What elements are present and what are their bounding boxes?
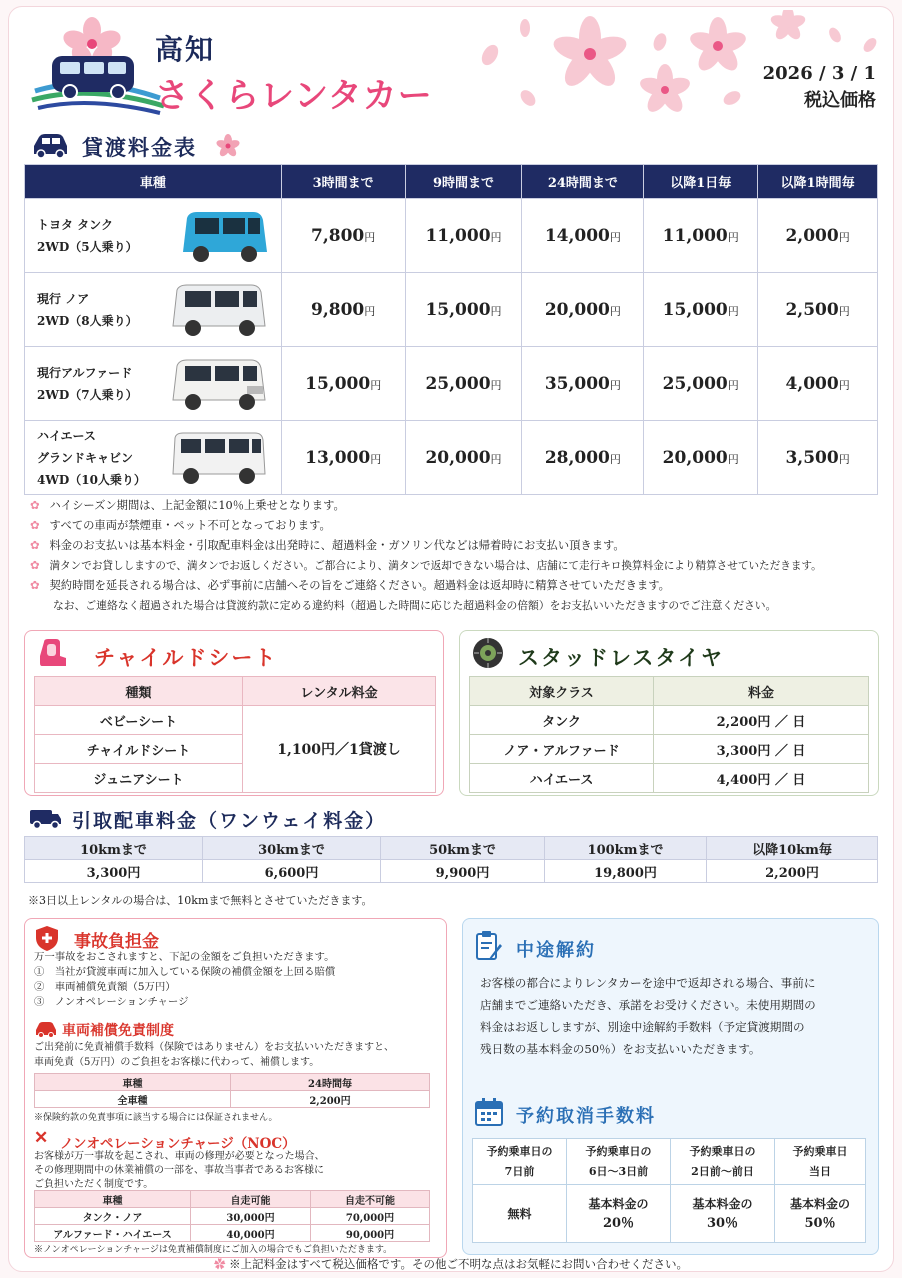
price-cell (281, 421, 405, 495)
note-text: すべての車両が禁煙車・ペット不可となっております。 (49, 519, 331, 532)
tire-price: 4,400円 ／ 日 (654, 764, 869, 793)
yen-unit: 円 (609, 304, 621, 318)
cdw-note: ※保険約款の免責事項に該当する場合には保証されません。 (34, 1113, 278, 1123)
sakura-icon (215, 133, 241, 159)
distance: 10kmまで (25, 837, 203, 860)
oneway-price: 6,600円 (203, 860, 381, 883)
fee-line: 無料 (507, 1206, 532, 1221)
noc-price: 70,000円 (311, 1208, 430, 1225)
vehicle-name: トヨタ タンク (37, 217, 113, 232)
cdw-line: ご出発前に免責補償手数料（保険ではありません）をお支払いいただきますと、 (34, 1042, 394, 1053)
noc-line: ご負担いただく制度です。 (34, 1179, 154, 1190)
noc-price: 40,000円 (191, 1225, 311, 1242)
vehicle-spec: 2WD（5人乗り） (37, 239, 138, 254)
period-cell (567, 1139, 671, 1185)
note-item (30, 496, 822, 516)
oneway-price: 9,900円 (381, 860, 545, 883)
price: 15,000 (425, 299, 491, 320)
yen-unit: 円 (370, 378, 382, 392)
note-item (30, 536, 822, 556)
sakura-bullet-icon: ✿ (30, 579, 40, 592)
cdw-title: 車両補償免責制度 (62, 1023, 174, 1039)
table-row (25, 421, 878, 495)
vehicle-name: 現行 ノア (37, 291, 90, 306)
cdw-text (34, 1040, 394, 1070)
rental-price-table (24, 164, 878, 495)
yen-unit: 円 (370, 452, 382, 466)
header-date-block (763, 60, 876, 114)
calendar-icon (474, 1097, 504, 1127)
period-line: 予約乗車日の (585, 1144, 652, 1158)
price-cell (522, 347, 644, 421)
period-line: 予約乗車日の (486, 1144, 553, 1158)
col-header: 車種 (25, 165, 282, 199)
col-header: 以降1時間毎 (758, 165, 878, 199)
fee-line: 基本料金の (789, 1196, 850, 1211)
shield-icon (34, 924, 60, 952)
tire-icon (472, 636, 504, 670)
price-cell (281, 273, 405, 347)
cdw-line: 車両免責（5万円）のご負担をお客様に代わって、補償します。 (34, 1057, 320, 1068)
noc-line: その修理期間中の休業補償の一部を、事故当事者であるお客様に (34, 1165, 324, 1176)
accident-title: 事故負担金 (74, 932, 159, 952)
delivery-car-icon (28, 806, 62, 830)
price: 7,800 (311, 225, 365, 246)
cancel-mid-title: 中途解約 (516, 940, 596, 961)
col-header: 車種 (35, 1074, 231, 1091)
accident-item: ③ ノンオペレーションチャージ (34, 996, 189, 1008)
brand-top: 高知 (155, 33, 216, 66)
sakura-bullet-icon: ✿ (30, 519, 40, 532)
yen-unit: 円 (727, 378, 739, 392)
table-row (25, 199, 878, 273)
hiace-image (167, 428, 271, 488)
period-cell (473, 1139, 567, 1185)
yen-unit: 円 (727, 230, 739, 244)
col-header: 対象クラス (470, 677, 654, 706)
yen-unit: 円 (490, 452, 502, 466)
price-cell (405, 199, 522, 273)
footer (0, 1256, 902, 1272)
vehicle-cell (25, 347, 282, 421)
vehicle-spec: 2WD（8人乗り） (37, 313, 138, 328)
clipboard-edit-icon (474, 930, 504, 962)
note-item (30, 576, 822, 596)
price: 13,000 (305, 447, 371, 468)
seat-price: 1,100円／1貸渡し (243, 706, 436, 793)
sakura-bullet-icon: ✿ (30, 559, 40, 572)
col-header: レンタル料金 (243, 677, 436, 706)
distance: 以降10km毎 (707, 837, 878, 860)
col-header: 以降1日毎 (644, 165, 758, 199)
col-header: 24時間毎 (231, 1074, 430, 1091)
note-text: 満タンでお貸ししますので、満タンでお返しください。ご都合により、満タンで返却できない場合は、店舗にて走行キロ換算料金により精算させていただきます。 (49, 560, 822, 572)
yen-unit: 円 (490, 378, 502, 392)
yen-unit: 円 (838, 452, 850, 466)
vehicle-cell (25, 199, 282, 273)
period-line: 当日 (809, 1164, 831, 1178)
yen-unit: 円 (490, 304, 502, 318)
yen-unit: 円 (838, 378, 850, 392)
tire-class: ノア・アルファード (470, 735, 654, 764)
yen-unit: 円 (364, 230, 376, 244)
col-header: 自走不可能 (311, 1191, 430, 1208)
noc-class: タンク・ノア (35, 1208, 191, 1225)
price: 35,000 (544, 373, 610, 394)
cancel-mid-line: 店舗までご連絡いただき、承諾をお受けください。未使用期間の (480, 998, 816, 1012)
logo-icon (30, 16, 170, 116)
col-header: 3時間まで (281, 165, 405, 199)
yen-unit: 円 (727, 452, 739, 466)
noah-image (167, 280, 271, 340)
seat-type: ベビーシート (35, 706, 243, 735)
noc-title: ノンオペレーションチャージ（NOC） (60, 1136, 296, 1152)
price: 20,000 (425, 447, 491, 468)
fee-cell (671, 1185, 775, 1243)
price: 28,000 (544, 447, 610, 468)
oneway-note: ※3日以上レンタルの場合は、10kmまで無料とさせていただきます。 (28, 894, 373, 907)
price-cell (522, 421, 644, 495)
child-seat-icon (36, 638, 70, 670)
sakura-bullet-icon: ✿ (30, 539, 40, 552)
period-line: 予約乗車日 (792, 1144, 848, 1158)
accident-item: ① 当社が貸渡車両に加入している保険の補償金額を上回る賠償 (34, 966, 336, 978)
price-cell (758, 421, 878, 495)
cancel-mid-line: お客様の都合によりレンタカーを途中で返却される場合、事前に (480, 976, 816, 990)
price-cell (644, 199, 758, 273)
yen-unit: 円 (727, 304, 739, 318)
noc-price: 90,000円 (311, 1225, 430, 1242)
tax-label: 税込価格 (804, 90, 876, 111)
studless-table (469, 676, 869, 793)
alphard-image (167, 354, 271, 414)
yen-unit: 円 (364, 304, 376, 318)
col-header: 24時間まで (522, 165, 644, 199)
distance: 100kmまで (545, 837, 707, 860)
fee-line: 20％ (602, 1215, 635, 1231)
vehicle-name: ハイエース (37, 428, 96, 443)
footer-text: ※上記料金はすべて税込価格です。その他ご不明な点はお気軽にお問い合わせください。 (229, 1257, 688, 1271)
period-cell (671, 1139, 775, 1185)
seat-type: ジュニアシート (35, 764, 243, 793)
price: 14,000 (544, 225, 610, 246)
issue-date: 2026 / 3 / 1 (762, 63, 876, 84)
price-cell (281, 199, 405, 273)
oneway-price: 3,300円 (25, 860, 203, 883)
toyota-tank-image (175, 206, 271, 266)
oneway-table (24, 836, 878, 883)
cdw-table (34, 1073, 430, 1108)
price-cell (644, 421, 758, 495)
fee-cell (775, 1185, 866, 1243)
yen-unit: 円 (838, 304, 850, 318)
price-cell (644, 273, 758, 347)
table-row (25, 273, 878, 347)
col-header: 種類 (35, 677, 243, 706)
accident-intro: 万一事故をおこされますと、下記の金額をご負担いただきます。 (34, 951, 335, 963)
note-text: 料金のお支払いは基本料金・引取配車料金は出発時に、超過料金・ガソリン代などは帰着時にお支払い頂きます。 (49, 539, 625, 552)
accident-item: ② 車両補償免責額（5万円） (34, 981, 176, 993)
accident-text (34, 950, 335, 1010)
fee-cell (473, 1185, 567, 1243)
note-text: ハイシーズン期間は、上記金額に10％上乗せとなります。 (49, 499, 345, 512)
price-cell (758, 273, 878, 347)
noc-class: アルファード・ハイエース (35, 1225, 191, 1242)
noc-line: お客様が万一事故を起こされ、車両の修理が必要となった場合、 (34, 1151, 325, 1162)
fee-line: 基本料金の (588, 1196, 649, 1211)
cancel-mid-line: 料金はお返ししますが、別途中途解約手数料（予定貸渡期間の (480, 1020, 805, 1034)
yen-unit: 円 (609, 230, 621, 244)
cancel-fee-table (472, 1138, 866, 1243)
yen-unit: 円 (838, 230, 850, 244)
price-cell (644, 347, 758, 421)
price: 9,800 (311, 299, 365, 320)
cdw-class: 全車種 (35, 1091, 231, 1108)
note-item (30, 516, 822, 536)
child-seat-title: チャイルドシート (94, 645, 278, 670)
price-cell (281, 347, 405, 421)
tire-price: 3,300円 ／ 日 (654, 735, 869, 764)
price: 15,000 (662, 299, 728, 320)
tire-class: タンク (470, 706, 654, 735)
price: 2,500 (785, 299, 839, 320)
tire-class: ハイエース (470, 764, 654, 793)
noc-text (34, 1150, 325, 1192)
vehicle-name-line2: グランドキャビン (37, 450, 134, 465)
price: 4,000 (785, 373, 839, 394)
vehicle-cell (25, 421, 282, 495)
noc-note: ※ノンオペレーションチャージは免責補償制度にご加入の場合でもご負担いただきます。 (34, 1245, 393, 1255)
cancel-mid-line: 残日数の基本料金の50％）をお支払いいただきます。 (480, 1042, 761, 1056)
price: 15,000 (305, 373, 371, 394)
vehicle-name: 現行アルファード (37, 365, 133, 380)
rental-section-title: 貸渡料金表 (82, 135, 197, 160)
price-cell (405, 347, 522, 421)
vehicle-spec: 4WD（10人乗り） (37, 472, 146, 487)
vehicle-cell (25, 273, 282, 347)
oneway-title: 引取配車料金（ワンウェイ料金） (72, 810, 387, 832)
studless-title: スタッドレスタイヤ (518, 645, 724, 670)
price: 11,000 (662, 225, 728, 246)
price-cell (758, 347, 878, 421)
fee-line: 基本料金の (692, 1196, 753, 1211)
cdw-price: 2,200円 (231, 1091, 430, 1108)
price-cell (405, 421, 522, 495)
yen-unit: 円 (609, 378, 621, 392)
red-car-icon (34, 1020, 58, 1038)
fee-cell (567, 1185, 671, 1243)
note-item (30, 556, 822, 576)
yen-unit: 円 (609, 452, 621, 466)
cancel-mid-text (480, 972, 816, 1060)
oneway-price: 2,200円 (707, 860, 878, 883)
period-line: 7日前 (504, 1164, 535, 1178)
period-line: 2日前〜前日 (691, 1164, 754, 1178)
brand-name: さくらレンタカー (155, 76, 433, 116)
price: 25,000 (425, 373, 491, 394)
price-cell (758, 199, 878, 273)
vehicle-spec: 2WD（7人乗り） (37, 387, 138, 402)
rental-table-header (25, 165, 878, 199)
sakura-bullet-icon: ✿ (30, 499, 40, 512)
price-cell (405, 273, 522, 347)
period-cell (775, 1139, 866, 1185)
noc-table (34, 1190, 430, 1242)
noc-price: 30,000円 (191, 1208, 311, 1225)
col-header: 自走可能 (191, 1191, 311, 1208)
notes-list (30, 496, 822, 616)
distance: 30kmまで (203, 837, 381, 860)
oneway-price: 19,800円 (545, 860, 707, 883)
period-line: 6日〜3日前 (588, 1164, 649, 1178)
col-header: 料金 (654, 677, 869, 706)
price: 11,000 (425, 225, 491, 246)
period-line: 予約乗車日の (689, 1144, 756, 1158)
price: 25,000 (662, 373, 728, 394)
price: 20,000 (662, 447, 728, 468)
note-extra: なお、ご連絡なく超過された場合は貸渡約款に定める違約料（超過した時間に応じた超過料金の倍額）をお支払いいただきますのでご注意ください。 (53, 599, 777, 612)
price-cell (522, 273, 644, 347)
col-header: 車種 (35, 1191, 191, 1208)
fee-line: 50％ (804, 1215, 836, 1231)
seat-type: チャイルドシート (35, 735, 243, 764)
col-header: 9時間まで (405, 165, 522, 199)
car-icon (30, 132, 70, 158)
child-seat-table (34, 676, 436, 793)
price: 2,000 (785, 225, 839, 246)
cross-icon: ✕ (34, 1128, 49, 1148)
price-cell (522, 199, 644, 273)
price: 20,000 (544, 299, 610, 320)
distance: 50kmまで (381, 837, 545, 860)
price: 3,500 (785, 447, 839, 468)
table-row (25, 347, 878, 421)
yen-unit: 円 (490, 230, 502, 244)
note-text: 契約時間を延長される場合は、必ず事前に店舗へその旨をご連絡ください。超過料金は返却時に精算させていただきます。 (49, 579, 670, 592)
fee-line: 30％ (706, 1215, 739, 1231)
sakura-bullet-icon: ✿ (213, 1257, 226, 1271)
tire-price: 2,200円 ／ 日 (654, 706, 869, 735)
cancel-fee-title: 予約取消手数料 (516, 1106, 656, 1127)
